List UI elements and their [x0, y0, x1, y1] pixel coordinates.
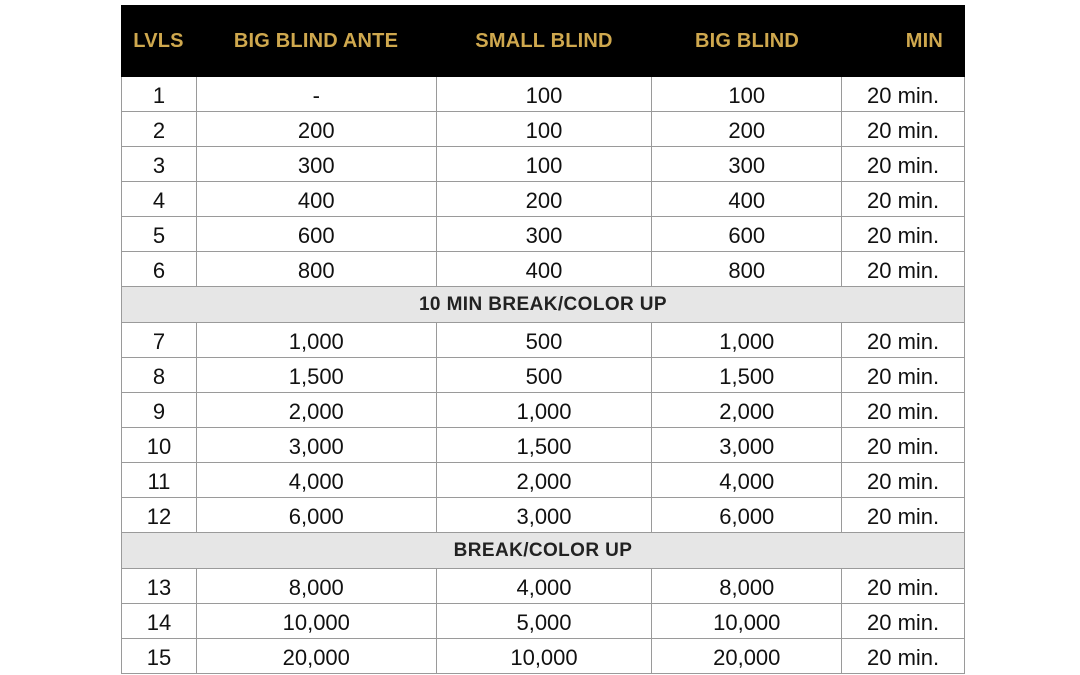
big-blind-cell: 200	[652, 112, 842, 146]
level-cell: 9	[122, 393, 197, 427]
header-minutes: MIN	[905, 30, 943, 52]
level-cell: 13	[122, 569, 197, 603]
small-blind-cell: 2,000	[437, 463, 653, 497]
table-row	[122, 604, 965, 639]
big-blind-cell: 1,000	[652, 323, 842, 357]
table-row	[122, 639, 965, 674]
small-blind-cell: 1,000	[437, 393, 653, 427]
small-blind-cell: 5,000	[437, 604, 653, 638]
table-row	[122, 323, 965, 358]
level-cell: 11	[122, 463, 197, 497]
small-blind-cell: 200	[437, 182, 653, 216]
ante-cell: 8,000	[197, 569, 437, 603]
big-blind-cell: 4,000	[652, 463, 842, 497]
minutes-cell: 20 min.	[842, 569, 965, 603]
level-cell: 4	[122, 182, 197, 216]
minutes-cell: 20 min.	[842, 252, 965, 286]
big-blind-cell: 800	[652, 252, 842, 286]
small-blind-cell: 10,000	[437, 639, 653, 673]
small-blind-cell: 100	[437, 112, 653, 146]
ante-cell: 6,000	[197, 498, 437, 532]
level-cell: 10	[122, 428, 197, 462]
ante-cell: 1,000	[197, 323, 437, 357]
big-blind-cell: 1,500	[652, 358, 842, 392]
minutes-cell: 20 min.	[842, 498, 965, 532]
header-big-blind-ante: BIG BLIND ANTE	[233, 30, 399, 52]
big-blind-cell: 100	[652, 77, 842, 111]
ante-cell: 20,000	[197, 639, 437, 673]
table-row	[122, 147, 965, 182]
small-blind-cell: 500	[437, 323, 653, 357]
big-blind-cell: 20,000	[652, 639, 842, 673]
table-row	[122, 217, 965, 252]
small-blind-cell: 100	[437, 147, 653, 181]
level-cell: 6	[122, 252, 197, 286]
table-header	[121, 5, 965, 77]
big-blind-cell: 6,000	[652, 498, 842, 532]
big-blind-cell: 8,000	[652, 569, 842, 603]
big-blind-cell: 600	[652, 217, 842, 251]
table-row	[122, 393, 965, 428]
ante-cell: 4,000	[197, 463, 437, 497]
table-row	[122, 252, 965, 287]
break-row: 10 MIN BREAK/COLOR UP	[122, 287, 965, 323]
level-cell: 3	[122, 147, 197, 181]
big-blind-cell: 400	[652, 182, 842, 216]
table-row	[122, 569, 965, 604]
level-cell: 12	[122, 498, 197, 532]
ante-cell: -	[197, 77, 437, 111]
header-levels: LVLS	[133, 30, 184, 52]
small-blind-cell: 100	[437, 77, 653, 111]
table-row	[122, 182, 965, 217]
table-row	[122, 498, 965, 533]
minutes-cell: 20 min.	[842, 182, 965, 216]
table-body	[121, 77, 965, 674]
level-cell: 8	[122, 358, 197, 392]
table-row	[122, 463, 965, 498]
level-cell: 5	[122, 217, 197, 251]
ante-cell: 10,000	[197, 604, 437, 638]
header-small-blind: SMALL BLIND	[475, 30, 613, 52]
ante-cell: 400	[197, 182, 437, 216]
minutes-cell: 20 min.	[842, 147, 965, 181]
ante-cell: 600	[197, 217, 437, 251]
big-blind-cell: 3,000	[652, 428, 842, 462]
big-blind-cell: 2,000	[652, 393, 842, 427]
level-cell: 15	[122, 639, 197, 673]
minutes-cell: 20 min.	[842, 639, 965, 673]
break-row: BREAK/COLOR UP	[122, 533, 965, 569]
ante-cell: 1,500	[197, 358, 437, 392]
ante-cell: 2,000	[197, 393, 437, 427]
minutes-cell: 20 min.	[842, 463, 965, 497]
small-blind-cell: 300	[437, 217, 653, 251]
ante-cell: 300	[197, 147, 437, 181]
minutes-cell: 20 min.	[842, 217, 965, 251]
ante-cell: 800	[197, 252, 437, 286]
level-cell: 1	[122, 77, 197, 111]
small-blind-cell: 400	[437, 252, 653, 286]
ante-cell: 3,000	[197, 428, 437, 462]
level-cell: 7	[122, 323, 197, 357]
small-blind-cell: 3,000	[437, 498, 653, 532]
minutes-cell: 20 min.	[842, 323, 965, 357]
table-row	[122, 428, 965, 463]
small-blind-cell: 1,500	[437, 428, 653, 462]
small-blind-cell: 4,000	[437, 569, 653, 603]
minutes-cell: 20 min.	[842, 428, 965, 462]
minutes-cell: 20 min.	[842, 77, 965, 111]
minutes-cell: 20 min.	[842, 358, 965, 392]
ante-cell: 200	[197, 112, 437, 146]
table-row	[122, 77, 965, 112]
big-blind-cell: 300	[652, 147, 842, 181]
minutes-cell: 20 min.	[842, 604, 965, 638]
small-blind-cell: 500	[437, 358, 653, 392]
table-row	[122, 112, 965, 147]
minutes-cell: 20 min.	[842, 112, 965, 146]
minutes-cell: 20 min.	[842, 393, 965, 427]
big-blind-cell: 10,000	[652, 604, 842, 638]
blind-structure-table	[121, 5, 965, 674]
header-big-blind: BIG BLIND	[694, 30, 800, 52]
level-cell: 2	[122, 112, 197, 146]
table-row	[122, 358, 965, 393]
level-cell: 14	[122, 604, 197, 638]
